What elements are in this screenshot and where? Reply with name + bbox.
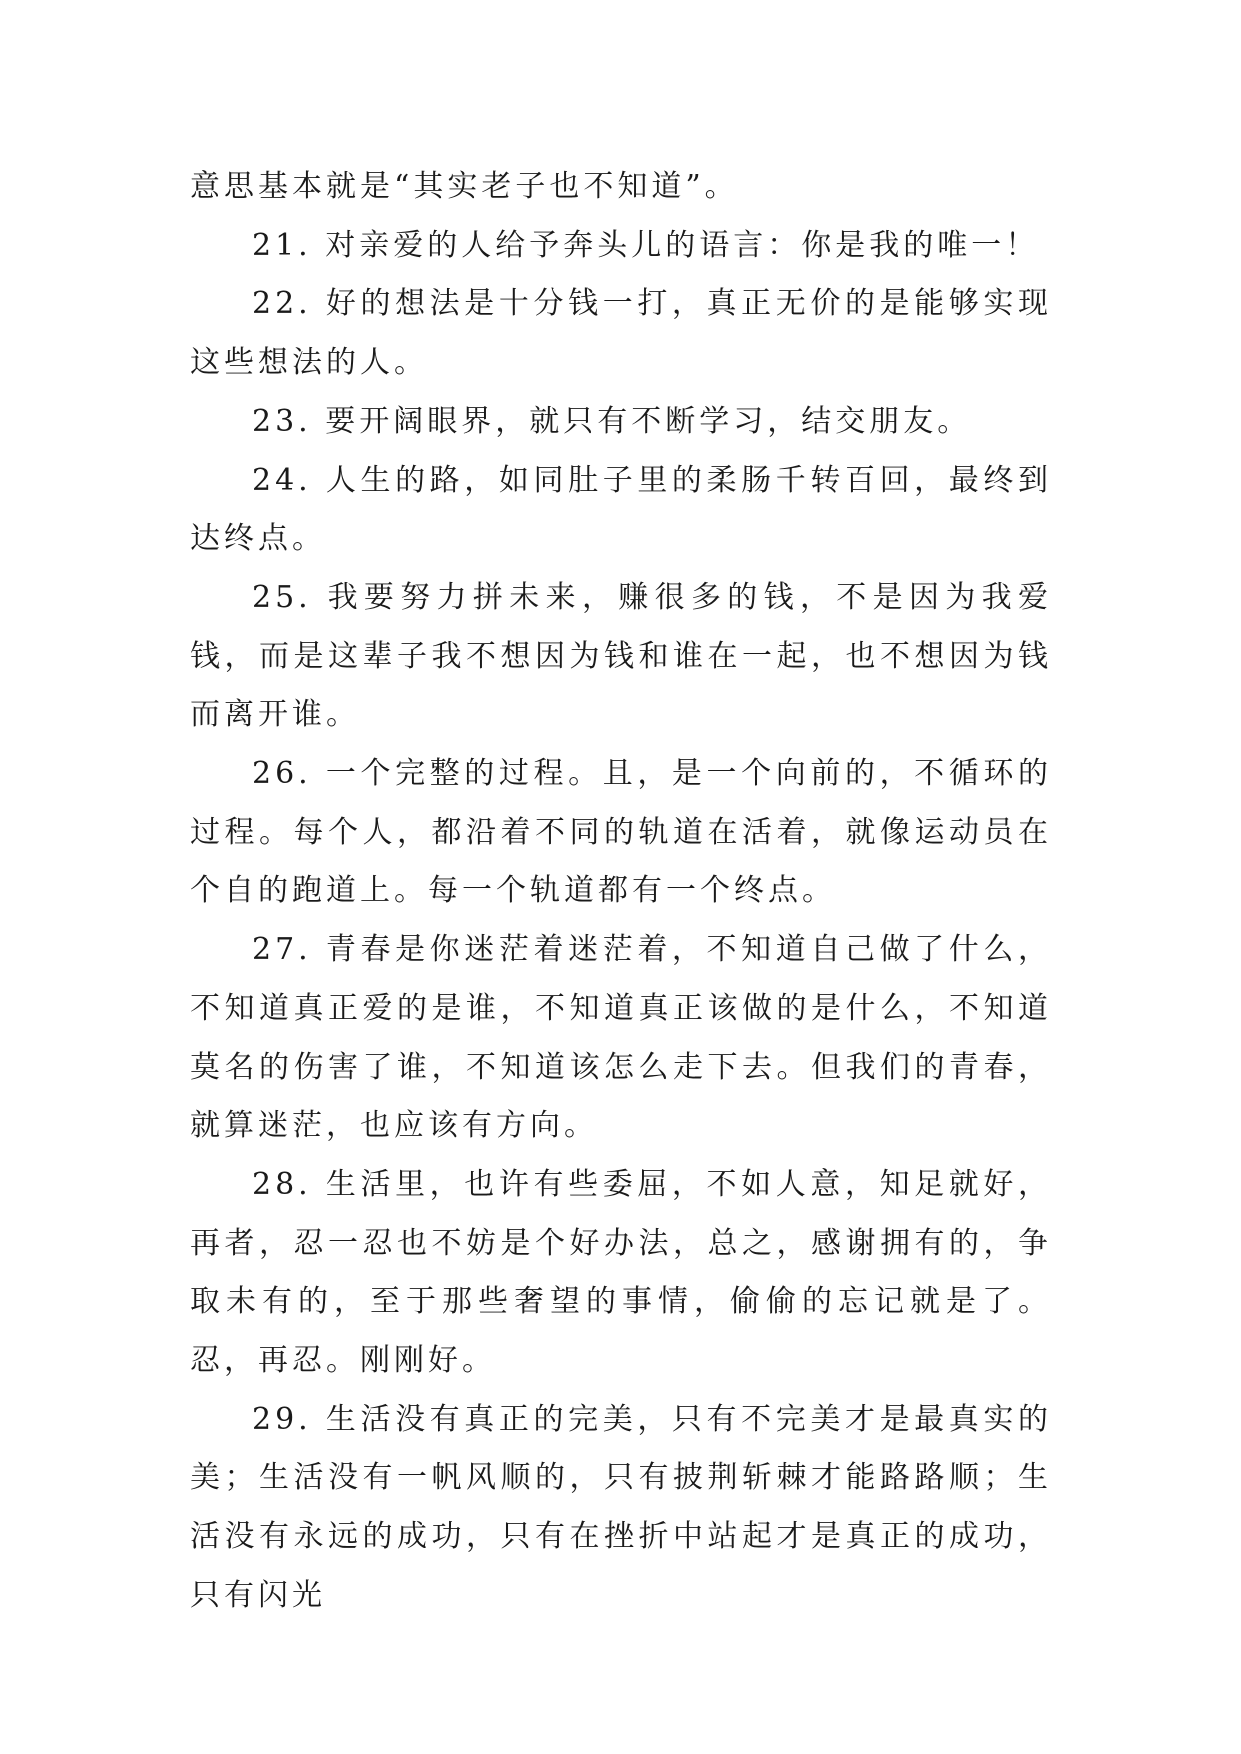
paragraph-continuation: 意思基本就是“其实老子也不知道”。	[190, 169, 739, 204]
paragraph-item-29: 29. 生活没有真正的完美，只有不完美才是最真实的美；生活没有一帆风顺的，只有披荆斩棘才能路路顺；生活没有永远的成功，只有在挫折中站起才是真正的成功，只有闪光	[190, 1401, 1052, 1613]
paragraph-item-21: 21. 对亲爱的人给予奔头儿的语言：你是我的唯一！	[252, 227, 1040, 263]
paragraph-item-25: 25. 我要努力拼未来，赚很多的钱，不是因为我爱钱，而是这辈子我不想因为钱和谁在一起，也不想因为钱而离开谁。	[190, 579, 1052, 733]
paragraph-item-27: 27. 青春是你迷茫着迷茫着，不知道自己做了什么，不知道真正爱的是谁，不知道真正该做的是什么，不知道莫名的伤害了谁，不知道该怎么走下去。但我们的青春，就算迷茫，也应该有方向。	[190, 932, 1052, 1144]
paragraph-item-23: 23. 要开阔眼界，就只有不断学习，结交朋友。	[252, 403, 972, 439]
paragraph-item-26: 26. 一个完整的过程。且，是一个向前的，不循环的过程。每个人，都沿着不同的轨道在活着，就像运动员在个自的跑道上。每一个轨道都有一个终点。	[190, 756, 1052, 909]
paragraph-item-28: 28. 生活里，也许有些委屈，不如人意，知足就好，再者，忍一忍也不妨是个好办法，总之，感谢拥有的，争取未有的，至于那些奢望的事情，偷偷的忘记就是了。忍，再忍。刚刚好。	[190, 1166, 1052, 1379]
document-body	[190, 158, 1052, 1626]
paragraph-item-22: 22. 好的想法是十分钱一打，真正无价的是能够实现这些想法的人。	[190, 286, 1052, 381]
paragraph-item-24: 24. 人生的路，如同肚子里的柔肠千转百回，最终到达终点。	[190, 462, 1052, 557]
